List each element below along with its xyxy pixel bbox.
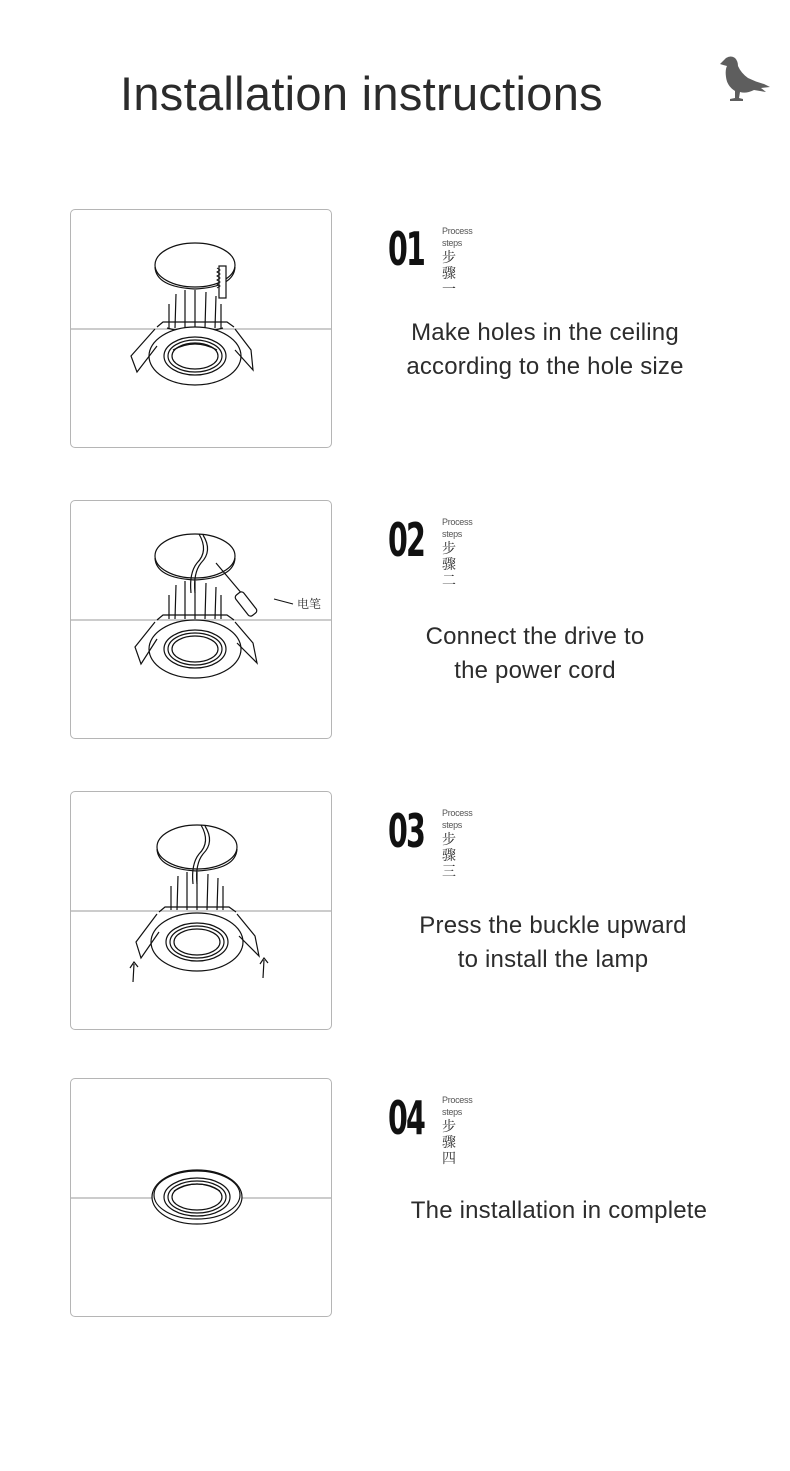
test-pen-label: 电笔 xyxy=(297,597,322,611)
step-label-cn: 步骤一 xyxy=(442,250,455,298)
step-4 xyxy=(0,1078,790,1318)
step-1-illustration xyxy=(70,209,332,448)
step-3 xyxy=(0,791,790,1031)
step-2-description: Connect the drive to the power cord xyxy=(425,623,645,684)
arrow-up-right xyxy=(260,958,268,978)
step-4-description: The installation in complete xyxy=(410,1197,708,1224)
step-label-en: Process steps xyxy=(442,226,473,248)
step-number: 03 xyxy=(388,804,424,858)
step-number: 04 xyxy=(388,1091,424,1145)
step-label-en: Process steps xyxy=(442,1095,473,1117)
pigeon-bird-icon xyxy=(714,52,772,102)
step-1 xyxy=(0,209,790,449)
step-3-description: Press the buckle upward to install the lamp xyxy=(419,912,687,973)
step-number: 01 xyxy=(388,222,424,276)
step-number: 02 xyxy=(388,513,424,567)
step-label-en: Process steps xyxy=(442,517,473,539)
arrow-up-left xyxy=(130,962,138,982)
step-3-illustration xyxy=(70,791,332,1030)
step-label-en: Process steps xyxy=(442,808,473,830)
step-label-cn: 步骤二 xyxy=(442,541,455,589)
step-4-illustration xyxy=(70,1078,332,1317)
step-label-cn: 步骤四 xyxy=(442,1119,455,1167)
step-2 xyxy=(0,500,790,740)
step-2-illustration xyxy=(70,500,332,739)
step-1-description: Make holes in the ceiling according to the hole size xyxy=(406,319,684,380)
page-title: Installation instructions xyxy=(120,67,603,120)
step-label-cn: 步骤三 xyxy=(442,832,455,880)
